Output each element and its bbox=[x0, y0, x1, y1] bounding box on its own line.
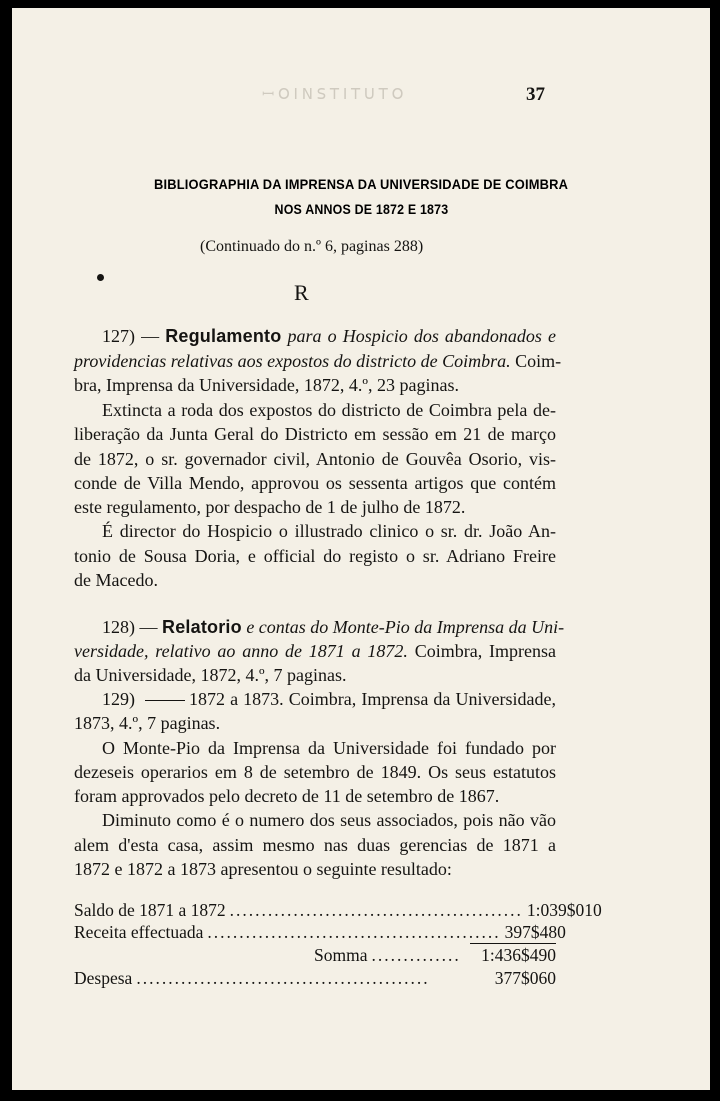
entry-129-para-1-line-2: dezeseis operarios em 8 de setembro de 1849. Os seus estatutos bbox=[74, 762, 556, 782]
continuation-note: (Continuado do n.º 6, paginas 288) bbox=[200, 238, 424, 255]
entry-129-line-1: 129) 1872 a 1873. Coimbra, Imprensa da Universidade, bbox=[102, 689, 556, 709]
entry-127-para-2-line-1: É director do Hospicio o illustrado clinico o sr. dr. João An- bbox=[102, 521, 556, 541]
entry-129-para-1-line-3: foram approvados pelo decreto de 11 de setembro de 1867. bbox=[74, 786, 500, 806]
entry-129-line-2: 1873, 4.º, 7 paginas. bbox=[74, 713, 221, 733]
entry-128-line-2: versidade, relativo ao anno de 1871 a 1872. Coimbra, Imprensa bbox=[74, 641, 556, 661]
entry-129-para-2-line-1: Diminuto como é o numero dos seus associados, pois não vão bbox=[102, 810, 556, 830]
entry-127-para-1-line-3: de 1872, o sr. governador civil, Antonio de Gouvêa Osorio, vis- bbox=[74, 449, 556, 469]
sum-rule bbox=[470, 943, 556, 944]
entry-127-line-3: bra, Imprensa da Universidade, 1872, 4.º, 23 paginas. bbox=[74, 375, 459, 395]
bibliography-title: BIBLIOGRAPHIA DA IMPRENSA DA UNIVERSIDADE DE COIMBRA bbox=[153, 176, 569, 192]
section-letter: R bbox=[294, 280, 309, 305]
bibliography-years: NOS ANNOS DE 1872 E 1873 bbox=[274, 202, 448, 217]
ditto-dash bbox=[145, 700, 185, 701]
entry-129-para-2-line-2: alem d'esta casa, assim mesmo nas duas gerencias de 1871 a bbox=[74, 835, 556, 855]
entry-127-line-2: providencias relativas aos expostos do districto de Coimbra. Coim- bbox=[74, 351, 562, 371]
entry-129-para-2-line-3: 1872 e 1872 a 1873 apresentou o seguinte resultado: bbox=[74, 859, 452, 879]
book-page bbox=[12, 8, 710, 1090]
account-row-saldo: Saldo de 1871 a 1872 .............................................. 1:039$010 bbox=[74, 900, 602, 920]
bullet-mark bbox=[97, 274, 104, 281]
entry-127-para-1-line-5: este regulamento, por despacho de 1 de julho de 1872. bbox=[74, 497, 466, 517]
entry-127-para-1-line-4: conde de Villa Mendo, approvou os sessenta artigos que contém bbox=[74, 473, 556, 493]
entry-128-line-3: da Universidade, 1872, 4.º, 7 paginas. bbox=[74, 665, 347, 685]
entry-127-line-1: 127) — Regulamento para o Hospicio dos abandonados e bbox=[102, 326, 557, 346]
entry-129-para-1-line-1: O Monte-Pio da Imprensa da Universidade foi fundado por bbox=[102, 738, 556, 758]
entry-127-para-1-line-1: Extincta a roda dos expostos do districto de Coimbra pela de- bbox=[102, 400, 556, 420]
account-row-despesa: Despesa .............................................. 377$060 bbox=[74, 968, 556, 988]
account-row-receita: Receita effectuada .............................................. 397$480 bbox=[74, 922, 566, 942]
page-number: 37 bbox=[526, 84, 545, 105]
entry-127-para-2-line-3: de Macedo. bbox=[74, 570, 158, 590]
entry-127-para-1-line-2: liberação da Junta Geral do Districto em sessão em 21 de março bbox=[74, 424, 556, 444]
account-row-somma: Somma .............. 1:436$490 bbox=[314, 945, 556, 965]
entry-128-line-1: 128) — Relatorio e contas do Monte-Pio da Imprensa da Uni- bbox=[102, 617, 565, 637]
entry-127-para-2-line-2: tonio de Sousa Doria, e official do registo o sr. Adriano Freire bbox=[74, 546, 556, 566]
bleed-through-text: ꟷ ꓳ ꓲ ꓠ ꓢ ꓔ ꓲ ꓔ ꓴ ꓔ ꓳ bbox=[262, 87, 404, 103]
